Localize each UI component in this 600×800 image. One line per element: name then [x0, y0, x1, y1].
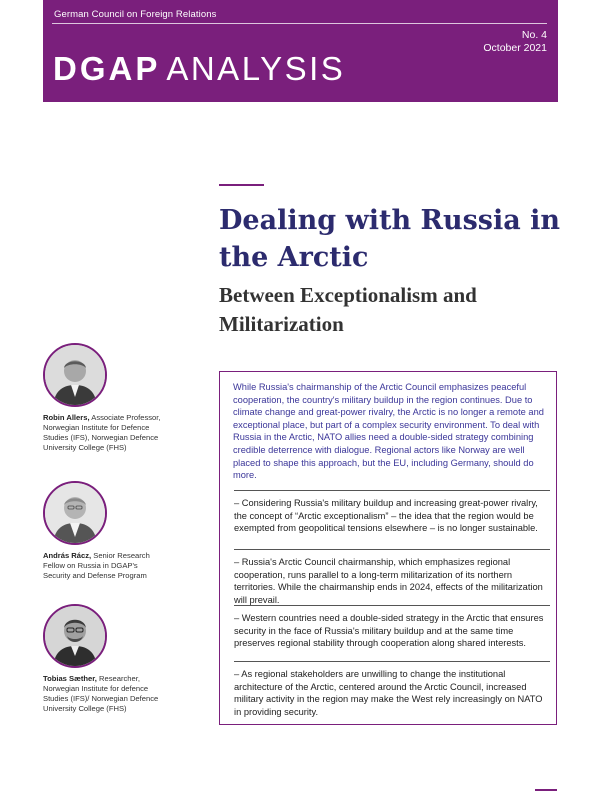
author-bio-racz: [43, 551, 163, 581]
author-bio-saether: [43, 674, 163, 714]
key-point: – As regional stakeholders are unwilling to change the institutional architecture of the Arctic, centered around the Arctic Council, increased military activity in the region may make the West rely increasingly on NATO in providing security.: [234, 669, 543, 717]
author-photo-saether: [43, 604, 107, 668]
brand-word: ANALYSIS: [166, 50, 346, 87]
issue-info: [483, 29, 547, 55]
summary-text: While Russia's chairmanship of the Arctic Council emphasizes peaceful cooperation, the country's military buildup in the region continues. Due to climate change and great-power rivalry, the Arctic is no longer a remote and exceptional place, but part of a complex security environment. To deal with Russia in the Arctic, NATO allies need a double-sided strategy combining credible deterrence with dialogue. Regional actors like Norway are well placed to shape this approach, but the EU, including Germany, should do more.: [233, 382, 544, 481]
page-title: Dealing with Russia in the Arctic: [219, 205, 561, 273]
author-bio-allers: [43, 413, 163, 453]
issue-number: No. 4: [521, 29, 547, 41]
key-point-divider: [234, 549, 550, 550]
author-photo-racz: [43, 481, 107, 545]
portrait-icon: [45, 483, 105, 543]
summary-box: [219, 371, 557, 725]
author-affiliation: Researcher, Norwegian Institute for defence Studies (IFS)/ Norwegian Defence University College (FHS): [43, 674, 159, 713]
header-divider: [52, 23, 547, 24]
key-point-divider: [234, 661, 550, 662]
org-name: German Council on Foreign Relations: [54, 9, 217, 20]
portrait-icon: [45, 345, 105, 405]
author-affiliation: Associate Professor, Norwegian Institute for Defence Studies (IFS), Norwegian Defence University College (FHS): [43, 413, 161, 452]
brand-name: DGAP: [53, 50, 161, 87]
footer-accent-line: [535, 789, 557, 791]
key-point-divider: [234, 490, 550, 491]
key-point: – Western countries need a double-sided strategy in the Arctic that ensures security in the face of Russia's military buildup and at the same time preserves regional stability through cooperation along shared interests.: [234, 613, 544, 649]
author-photo-allers: [43, 343, 107, 407]
key-point-divider: [234, 605, 550, 606]
page-subtitle: Between Exceptionalism and Militarization: [219, 283, 477, 336]
author-name: Robin Allers,: [43, 413, 90, 422]
author-affiliation: Senior Research Fellow on Russia in DGAP's Security and Defense Program: [43, 551, 150, 580]
title-accent-line: [219, 184, 264, 186]
key-point: – Russia's Arctic Council chairmanship, which emphasizes regional cooperation, runs parallel to a long-term militarization of its northern territories. While the chairmanship ends in 2024, effects of the militarization will prevail.: [234, 557, 543, 605]
portrait-icon: [45, 606, 105, 666]
header-banner: [43, 0, 558, 102]
author-name: András Rácz,: [43, 551, 92, 560]
key-point: – Considering Russia's military buildup and increasing great-power rivalry, the concept of “Arctic exceptionalism” – the idea that the region would be exempted from geopolitical tensions elsewhere – is no longer sustainable.: [234, 498, 538, 534]
issue-date: October 2021: [483, 42, 547, 54]
brand-logo: [53, 49, 345, 89]
author-name: Tobias Sæther,: [43, 674, 97, 683]
